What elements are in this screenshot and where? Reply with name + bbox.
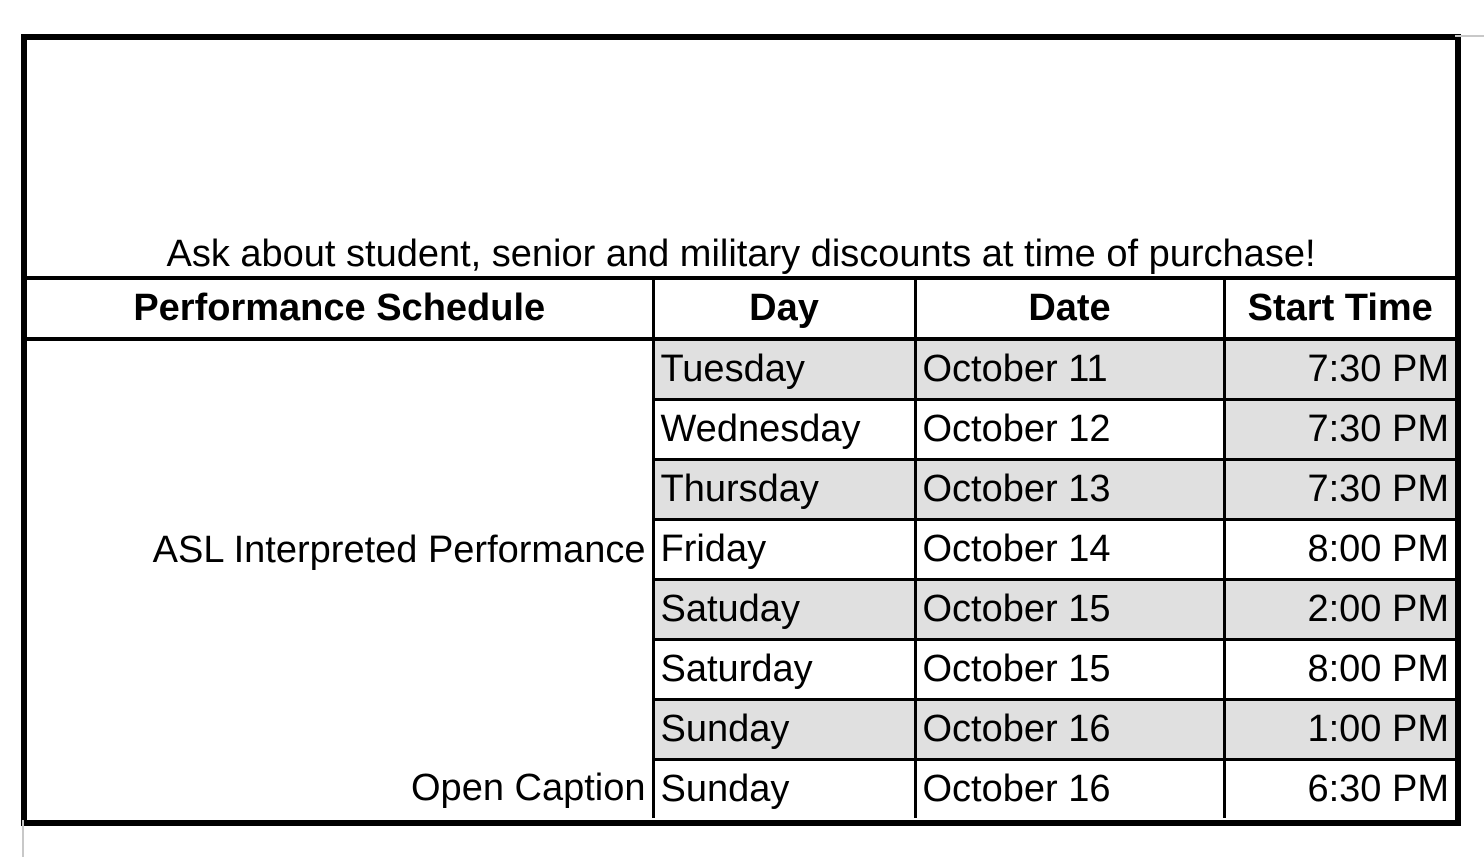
time-cell: 7:30 PM [1224, 339, 1455, 400]
day-cell: Saturday [653, 640, 915, 700]
day-cell: Sunday [653, 760, 915, 819]
day-cell: Satuday [653, 580, 915, 640]
table-row [27, 760, 1455, 819]
time-cell: 8:00 PM [1224, 640, 1455, 700]
group-asl-interpreted: ASL Interpreted Performance [27, 339, 653, 760]
table-row [27, 339, 1455, 400]
time-cell: 7:30 PM [1224, 460, 1455, 520]
date-cell: October 15 [915, 640, 1224, 700]
page-margin-mark [22, 820, 24, 857]
date-cell: October 11 [915, 339, 1224, 400]
time-cell: 6:30 PM [1224, 760, 1455, 819]
group-open-caption: Open Caption [27, 760, 653, 819]
header-date: Date [915, 280, 1224, 339]
day-cell: Tuesday [653, 339, 915, 400]
time-cell: 7:30 PM [1224, 400, 1455, 460]
time-cell: 2:00 PM [1224, 580, 1455, 640]
performance-schedule-table [27, 280, 1455, 818]
discount-notice: Ask about student, senior and military discounts at time of purchase! [27, 228, 1455, 280]
time-cell: 1:00 PM [1224, 700, 1455, 760]
date-cell: October 14 [915, 520, 1224, 580]
header-day: Day [653, 280, 915, 339]
day-cell: Friday [653, 520, 915, 580]
day-cell: Sunday [653, 700, 915, 760]
date-cell: October 16 [915, 700, 1224, 760]
date-cell: October 12 [915, 400, 1224, 460]
date-cell: October 16 [915, 760, 1224, 819]
header-row [27, 280, 1455, 339]
header-start-time: Start Time [1224, 280, 1455, 339]
day-cell: Thursday [653, 460, 915, 520]
date-cell: October 15 [915, 580, 1224, 640]
header-performance-schedule: Performance Schedule [27, 280, 653, 339]
day-cell: Wednesday [653, 400, 915, 460]
date-cell: October 13 [915, 460, 1224, 520]
time-cell: 8:00 PM [1224, 520, 1455, 580]
page-corner-mark [1455, 35, 1484, 37]
schedule-frame [21, 34, 1461, 826]
